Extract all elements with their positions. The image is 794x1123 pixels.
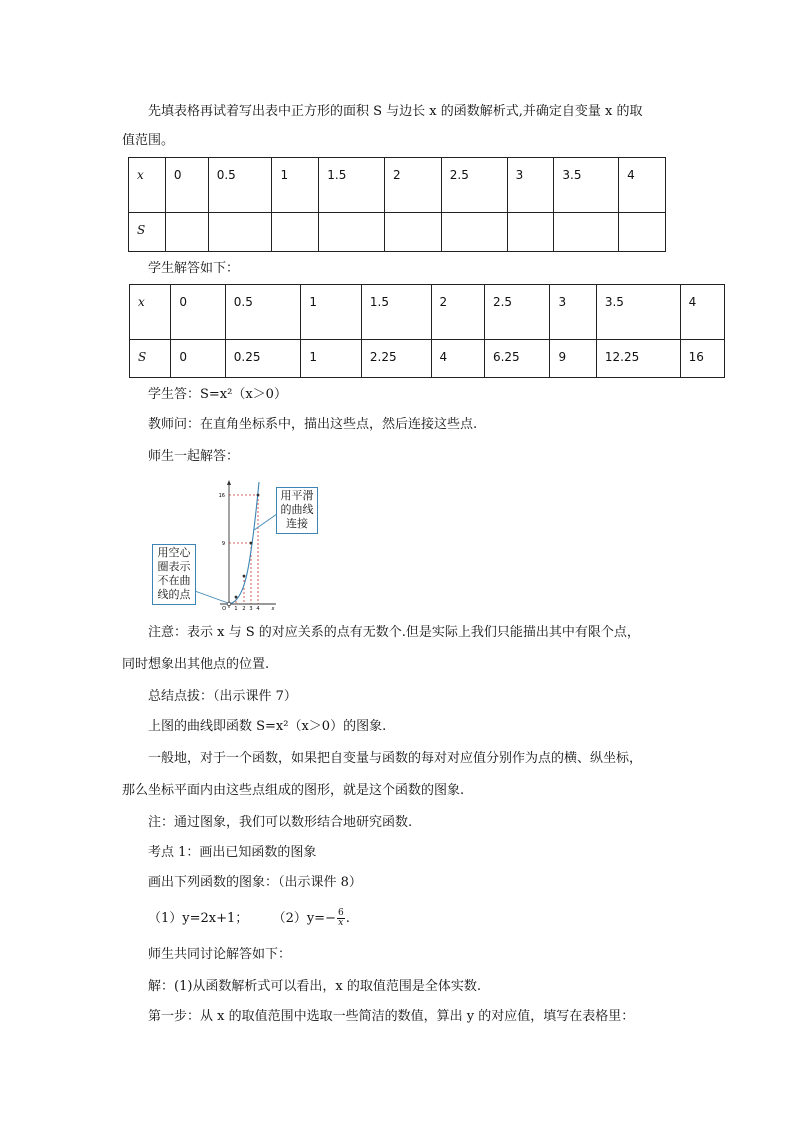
callout-line: 圈表示 bbox=[157, 560, 191, 573]
student-label: 学生解答如下： bbox=[148, 261, 240, 276]
general-line-2: 那么坐标平面内由这些点组成的图形，就是这个函数的图象. bbox=[122, 783, 465, 798]
table-cell bbox=[441, 213, 507, 252]
general-line-1: 一般地，对于一个函数，如果把自变量与函数的每对对应值分别作为点的横、纵坐标， bbox=[148, 751, 643, 766]
note1-line-2: 同时想象出其他点的位置. bbox=[122, 657, 270, 672]
table-row bbox=[130, 340, 725, 378]
table-cell: 0 bbox=[171, 340, 225, 378]
callout-line: 用空心 bbox=[157, 546, 191, 559]
callout-pointer-smooth bbox=[254, 514, 277, 530]
callout-line: 连接 bbox=[286, 517, 308, 530]
table-cell: 0 bbox=[165, 158, 208, 213]
draw-prompt: 画出下列函数的图象：（出示课件 8） bbox=[148, 875, 362, 890]
table-cell bbox=[272, 213, 319, 252]
intro-line-2: 值范围。 bbox=[122, 133, 175, 148]
table-cell bbox=[165, 213, 208, 252]
table-cell: 1.5 bbox=[361, 285, 431, 340]
together-answer-label: 师生一起解答： bbox=[148, 449, 240, 464]
y-tick-16: 16 bbox=[218, 493, 225, 499]
table-cell bbox=[208, 213, 272, 252]
teacher-question: 教师问：在直角坐标系中，描出这些点，然后连接这些点. bbox=[148, 417, 478, 432]
callout-line: 线的点 bbox=[157, 588, 191, 601]
solution-line: 解：(1)从函数解析式可以看出，x 的取值范围是全体实数. bbox=[148, 979, 482, 994]
y-axis-arrow bbox=[227, 480, 231, 485]
callout-pointer-hollow bbox=[192, 590, 228, 603]
y-tick-9: 9 bbox=[221, 541, 225, 547]
table-row bbox=[129, 213, 666, 252]
table-header-s: S bbox=[130, 340, 171, 378]
table-cell: 0.25 bbox=[225, 340, 301, 378]
table-cell: 2 bbox=[385, 158, 442, 213]
fraction-6-over-x bbox=[337, 909, 345, 928]
table-cell: 0.5 bbox=[225, 285, 301, 340]
callout-hollow-circle bbox=[152, 544, 196, 605]
table-cell: 0.5 bbox=[208, 158, 272, 213]
curve-line: 上图的曲线即函数 S=x²（x＞0）的图象. bbox=[148, 719, 387, 734]
x-tick-1: 1 bbox=[234, 606, 238, 612]
kaodian-line: 考点 1：画出已知函数的图象 bbox=[148, 845, 317, 860]
table-cell: 3.5 bbox=[596, 285, 680, 340]
table-cell bbox=[554, 213, 619, 252]
table-header-s: S bbox=[129, 213, 166, 252]
x-tick-3: 3 bbox=[249, 606, 253, 612]
table-header-x: x bbox=[129, 158, 166, 213]
table-cell bbox=[507, 213, 554, 252]
table-cell: 3 bbox=[507, 158, 554, 213]
x-axis-label: x bbox=[271, 606, 275, 612]
table-cell: 2.25 bbox=[361, 340, 431, 378]
table-cell: 12.25 bbox=[596, 340, 680, 378]
table-header-x: x bbox=[130, 285, 171, 340]
table-cell: 3 bbox=[550, 285, 596, 340]
item-1: （1）y=2x+1； bbox=[148, 911, 249, 926]
table-cell: 16 bbox=[680, 340, 724, 378]
table-cell: 4 bbox=[619, 158, 666, 213]
table-cell: 4 bbox=[680, 285, 724, 340]
note1-line-1: 注意：表示 x 与 S 的对应关系的点有无数个.但是实际上我们只能描出其中有限个点， bbox=[148, 625, 640, 640]
callout-line: 的曲线 bbox=[280, 503, 314, 516]
data-point bbox=[257, 494, 260, 497]
data-point bbox=[243, 575, 246, 578]
student-answer: 学生答：S=x²（x＞0） bbox=[148, 387, 287, 402]
callout-line: 用平滑 bbox=[280, 489, 314, 502]
table-row bbox=[130, 285, 725, 340]
table-cell: 2.5 bbox=[441, 158, 507, 213]
item-2-suffix: . bbox=[345, 911, 350, 926]
summary-line: 总结点拔：（出示课件 7） bbox=[148, 689, 297, 704]
parabola-figure bbox=[140, 478, 314, 613]
origin-label: O bbox=[222, 606, 226, 612]
fraction-numerator: 6 bbox=[337, 908, 344, 918]
data-point bbox=[235, 596, 238, 599]
table-cell: 1.5 bbox=[319, 158, 385, 213]
table-cell: 1 bbox=[272, 158, 319, 213]
table-cell: 4 bbox=[431, 340, 484, 378]
items-line bbox=[148, 908, 350, 930]
x-tick-4: 4 bbox=[256, 606, 260, 612]
table-cell: 3.5 bbox=[554, 158, 619, 213]
table-cell bbox=[319, 213, 385, 252]
table-cell: 6.25 bbox=[484, 340, 550, 378]
table-cell bbox=[385, 213, 442, 252]
table-cell: 0 bbox=[171, 285, 225, 340]
discuss-line: 师生共同讨论解答如下： bbox=[148, 947, 292, 962]
data-point bbox=[250, 542, 253, 545]
table-row bbox=[129, 158, 666, 213]
table-cell: 2 bbox=[431, 285, 484, 340]
note2-line: 注：通过图象，我们可以数形结合地研究函数. bbox=[148, 815, 413, 830]
table-cell bbox=[619, 213, 666, 252]
table-cell: 9 bbox=[550, 340, 596, 378]
callout-smooth-curve bbox=[276, 487, 318, 534]
table-cell: 2.5 bbox=[484, 285, 550, 340]
intro-line-1: 先填表格再试着写出表中正方形的面积 S 与边长 x 的函数解析式,并确定自变量 x 的取 bbox=[148, 104, 643, 119]
fraction-denominator: x bbox=[338, 918, 344, 928]
table-cell: 1 bbox=[301, 285, 362, 340]
table-student-answer bbox=[129, 284, 725, 378]
x-tick-2: 2 bbox=[242, 606, 246, 612]
callout-line: 不在曲 bbox=[157, 574, 191, 587]
table-cell: 1 bbox=[301, 340, 362, 378]
item-2-prefix: （2）y=− bbox=[272, 911, 336, 926]
table-blank bbox=[128, 157, 666, 252]
step1-line: 第一步：从 x 的取值范围中选取一些简洁的数值，算出 y 的对应值，填写在表格里： bbox=[148, 1009, 635, 1024]
